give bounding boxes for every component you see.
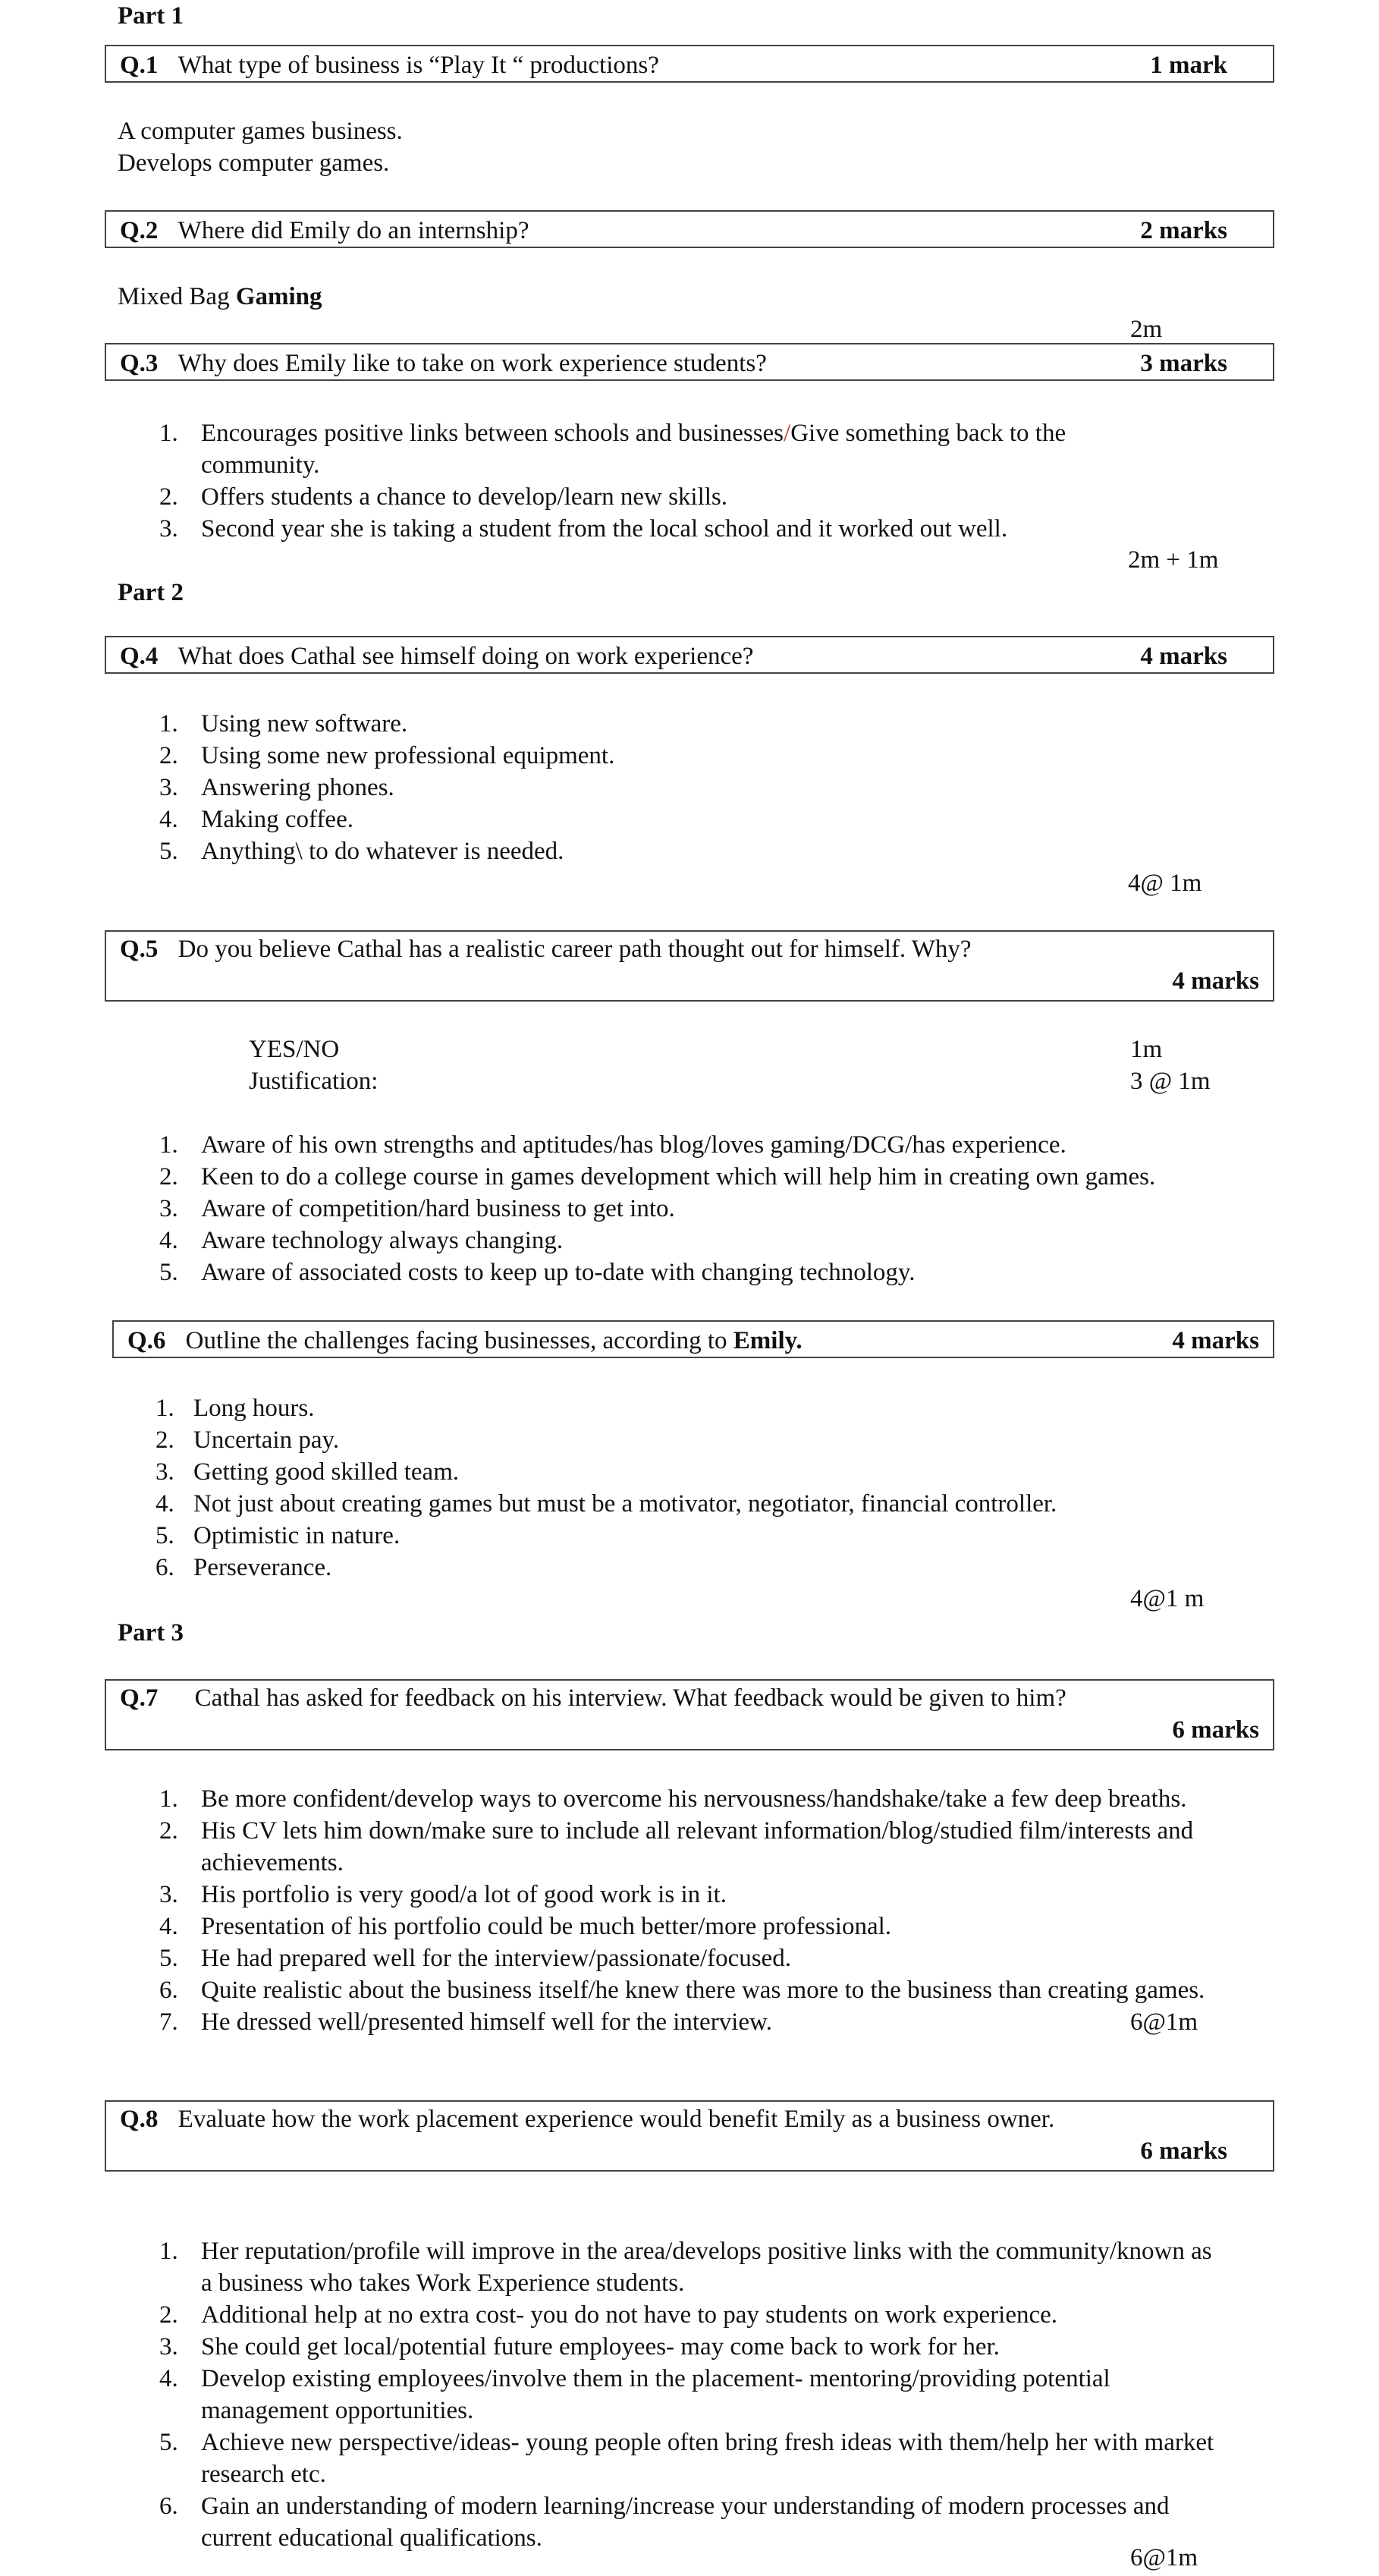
answer-line	[118, 281, 322, 313]
marks-award: 2m + 1m	[1128, 546, 1219, 574]
list-item-number: 3.	[159, 2333, 178, 2361]
list-item-number: 4.	[159, 2365, 178, 2392]
yes-no-label: YES/NO	[249, 1036, 340, 1063]
question-text: Outline the challenges facing businesses, according to	[185, 1327, 733, 1354]
list-item-separator: /	[784, 420, 791, 447]
answer-text: Mixed Bag	[118, 283, 236, 310]
list-item	[201, 417, 1066, 449]
question-number: Q.2	[120, 217, 159, 244]
question-1-box	[105, 45, 1274, 83]
answer-text-bold: Gaming	[235, 283, 322, 310]
list-item: Aware of associated costs to keep up to-date with changing technology.	[201, 1259, 916, 1286]
question-text: Why does Emily like to take on work experience students?	[177, 350, 767, 377]
question-number: Q.5	[120, 936, 159, 963]
list-item-number: 2.	[159, 1817, 178, 1845]
list-item-number: 3.	[159, 515, 178, 543]
part-2-heading: Part 2	[118, 579, 184, 606]
question-2-box	[105, 210, 1274, 248]
question-marks: 1 mark	[1150, 52, 1227, 79]
answer-line: A computer games business.	[118, 118, 403, 145]
marks-award: 6@1m	[1130, 2544, 1198, 2571]
list-item-number: 6.	[159, 2493, 178, 2520]
list-item: Develop existing employees/involve them in the placement- mentoring/providing potential	[201, 2365, 1110, 2392]
list-item-number: 2.	[159, 1163, 178, 1190]
list-item: His CV lets him down/make sure to include all relevant information/blog/studied film/interests and	[201, 1817, 1194, 1845]
marks-award: 6@1m	[1130, 2008, 1198, 2036]
list-item-continuation: current educational qualifications.	[201, 2524, 542, 2552]
list-item: Long hours.	[193, 1395, 315, 1422]
list-item-continuation: management opportunities.	[201, 2397, 474, 2424]
list-item-number: 5.	[159, 838, 178, 865]
list-item-number: 1.	[159, 1131, 178, 1159]
list-item: Perseverance.	[193, 1554, 332, 1581]
list-item-number: 3.	[159, 1195, 178, 1222]
list-item: She could get local/potential future employees- may come back to work for her.	[201, 2333, 1000, 2361]
list-item-number: 5.	[159, 2429, 178, 2456]
question-marks: 6 marks	[1140, 2137, 1227, 2165]
question-text: Cathal has asked for feedback on his interview. What feedback would be given to him?	[194, 1684, 1066, 1712]
list-item-number: 1.	[159, 420, 178, 447]
list-item-continuation: research etc.	[201, 2461, 326, 2488]
question-3-box	[105, 343, 1274, 381]
list-item-number: 3.	[159, 774, 178, 801]
question-number: Q.7	[120, 1684, 159, 1712]
list-item-number: 3.	[155, 1458, 174, 1486]
list-item-number: 1.	[159, 1785, 178, 1813]
list-item-number: 3.	[159, 1881, 178, 1908]
list-item: Keen to do a college course in games development which will help him in creating own games.	[201, 1163, 1156, 1190]
list-item: Offers students a chance to develop/learn new skills.	[201, 483, 728, 511]
question-marks: 3 marks	[1140, 350, 1227, 377]
question-text-bold: Emily.	[733, 1327, 803, 1354]
question-marks: 4 marks	[1172, 1327, 1259, 1354]
list-item-continuation: achievements.	[201, 1849, 344, 1876]
marks-award: 1m	[1130, 1036, 1163, 1063]
part-3-heading: Part 3	[118, 1619, 184, 1647]
question-text: Evaluate how the work placement experience would benefit Emily as a business owner.	[177, 2106, 1055, 2133]
marks-award: 4@1 m	[1130, 1585, 1205, 1612]
list-item: Achieve new perspective/ideas- young people often bring fresh ideas with them/help her with market	[201, 2429, 1214, 2456]
list-item: His portfolio is very good/a lot of good work is in it.	[201, 1881, 727, 1908]
list-item: Using some new professional equipment.	[201, 742, 615, 769]
question-6-box	[112, 1320, 1274, 1358]
question-text: Where did Emily do an internship?	[177, 217, 529, 244]
question-8-box	[105, 2100, 1274, 2172]
list-item-number: 4.	[155, 1490, 174, 1518]
list-item: He had prepared well for the interview/passionate/focused.	[201, 1945, 791, 1972]
marks-award: 3 @ 1m	[1130, 1068, 1211, 1095]
list-item: Getting good skilled team.	[193, 1458, 460, 1486]
list-item-number: 5.	[159, 1259, 178, 1286]
list-item-number: 6.	[159, 1977, 178, 2004]
question-number: Q.4	[120, 643, 159, 670]
list-item: Aware of competition/hard business to get into.	[201, 1195, 675, 1222]
list-item: Aware of his own strengths and aptitudes/has blog/loves gaming/DCG/has experience.	[201, 1131, 1066, 1159]
question-marks: 4 marks	[1172, 967, 1259, 995]
list-item-number: 7.	[159, 2008, 178, 2036]
list-item-number: 5.	[155, 1522, 174, 1549]
part-1-heading: Part 1	[118, 2, 184, 30]
list-item: Be more confident/develop ways to overcome his nervousness/handshake/take a few deep breaths.	[201, 1785, 1187, 1813]
list-item-number: 5.	[159, 1945, 178, 1972]
list-item-number: 6.	[155, 1554, 174, 1581]
list-item: Uncertain pay.	[193, 1426, 340, 1454]
question-text: Do you believe Cathal has a realistic career path thought out for himself. Why?	[177, 936, 972, 963]
list-item-number: 2.	[159, 2301, 178, 2329]
list-item: Second year she is taking a student from the local school and it worked out well.	[201, 515, 1008, 543]
question-number: Q.3	[120, 350, 159, 377]
marks-award: 4@ 1m	[1128, 870, 1202, 897]
list-item: Aware technology always changing.	[201, 1227, 564, 1254]
list-item: Using new software.	[201, 710, 408, 738]
list-item: Presentation of his portfolio could be much better/more professional.	[201, 1913, 892, 1940]
marks-award: 2m	[1130, 316, 1163, 343]
list-item-number: 4.	[159, 806, 178, 833]
list-item: Her reputation/profile will improve in the area/develops positive links with the community/known as	[201, 2238, 1212, 2265]
list-item: He dressed well/presented himself well for the interview.	[201, 2008, 772, 2036]
list-item-text: Encourages positive links between schools and businesses	[201, 420, 784, 447]
list-item-number: 1.	[155, 1395, 174, 1422]
list-item: Anything\ to do whatever is needed.	[201, 838, 564, 865]
list-item: Gain an understanding of modern learning/increase your understanding of modern processes and	[201, 2493, 1170, 2520]
list-item: Making coffee.	[201, 806, 353, 833]
question-7-box	[105, 1679, 1274, 1750]
list-item-number: 2.	[159, 742, 178, 769]
list-item: Answering phones.	[201, 774, 394, 801]
justification-label: Justification:	[249, 1068, 379, 1095]
list-item: Quite realistic about the business itself/he knew there was more to the business than creating games.	[201, 1977, 1205, 2004]
list-item-continuation: a business who takes Work Experience students.	[201, 2269, 685, 2297]
question-number: Q.6	[127, 1327, 166, 1354]
question-number: Q.8	[120, 2106, 159, 2133]
question-marks: 6 marks	[1172, 1716, 1259, 1744]
list-item-number: 4.	[159, 1227, 178, 1254]
list-item-number: 2.	[155, 1426, 174, 1454]
list-item-number: 1.	[159, 2238, 178, 2265]
answer-line: Develops computer games.	[118, 149, 390, 177]
list-item-text: Give something back to the	[790, 420, 1066, 447]
question-marks: 4 marks	[1140, 643, 1227, 670]
question-text: What does Cathal see himself doing on work experience?	[177, 643, 754, 670]
question-4-box	[105, 636, 1274, 674]
list-item-number: 4.	[159, 1913, 178, 1940]
question-number: Q.1	[120, 52, 159, 79]
question-marks: 2 marks	[1140, 217, 1227, 244]
list-item-continuation: community.	[201, 451, 320, 479]
list-item: Additional help at no extra cost- you do not have to pay students on work experience.	[201, 2301, 1058, 2329]
list-item: Optimistic in nature.	[193, 1522, 401, 1549]
list-item-number: 1.	[159, 710, 178, 738]
list-item: Not just about creating games but must be a motivator, negotiator, financial controller.	[193, 1490, 1057, 1518]
question-5-box	[105, 930, 1274, 1002]
question-text: What type of business is “Play It “ productions?	[177, 52, 659, 79]
list-item-number: 2.	[159, 483, 178, 511]
